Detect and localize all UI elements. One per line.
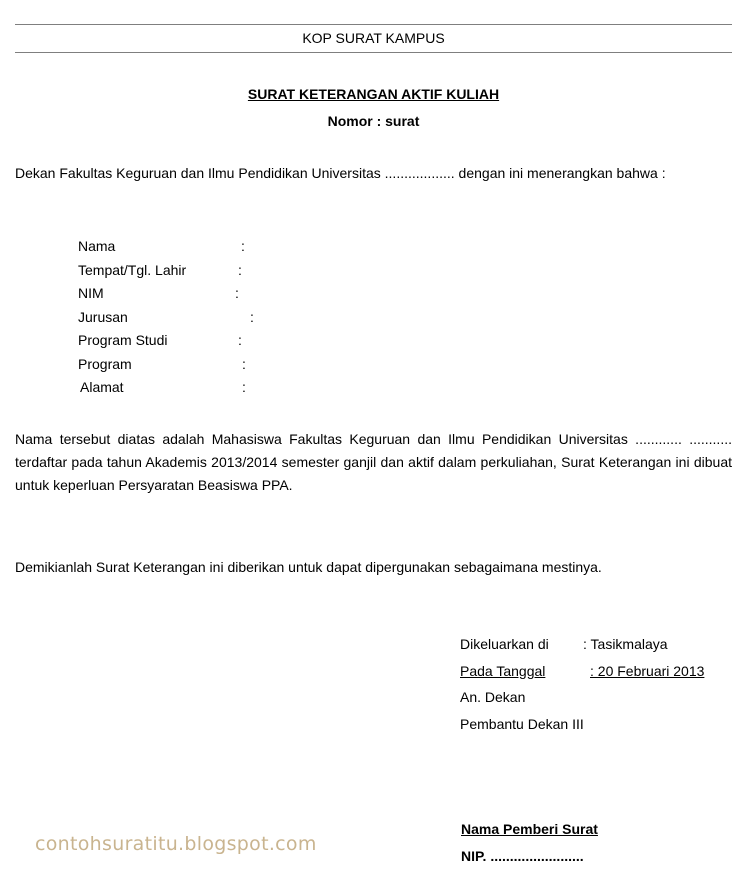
signer-name: Nama Pemberi Surat [461,821,598,837]
intro-paragraph: Dekan Fakultas Keguruan dan Ilmu Pendidikan Universitas .................. dengan ini menerangkan bahwa : [15,165,666,181]
field-label-nama: Nama [78,238,116,254]
field-colon: : [241,238,245,254]
signer-nip: NIP. ........................ [461,848,584,864]
body-paragraph: Nama tersebut diatas adalah Mahasiswa Fakultas Keguruan dan Ilmu Pendidikan Universitas ............ ........... terdaftar pada tahun Akademis 2013/2014 semester ganjil dan aktif dalam perkuliahan, Surat Keterangan ini dibuat untuk keperluan Persyaratan Beasiswa PPA. [15,431,732,493]
document-number: Nomor : surat [327,113,420,129]
field-label-jurusan: Jurusan [78,309,128,325]
signer-position: Pembantu Dekan III [460,716,584,732]
document-title: SURAT KETERANGAN AKTIF KULIAH [247,86,500,102]
field-colon: : [235,285,239,301]
on-behalf-label: An. Dekan [460,689,526,705]
field-colon: : [242,379,246,395]
field-colon: : [250,309,254,325]
field-label-nim: NIM [78,285,104,301]
field-colon: : [238,262,242,278]
field-label-program: Program [78,356,132,372]
field-colon: : [242,356,246,372]
issued-place-label: Dikeluarkan di [460,636,549,652]
field-colon: : [238,332,242,348]
field-label-alamat: Alamat [80,379,124,395]
header-top-rule [15,24,732,25]
field-label-program-studi: Program Studi [78,332,168,348]
letterhead-title: KOP SURAT KAMPUS [302,30,445,46]
closing-paragraph: Demikianlah Surat Keterangan ini diberikan untuk dapat dipergunakan sebagaimana mestinya. [15,559,602,575]
issue-date-label: Pada Tanggal [460,663,546,679]
watermark: contohsuratitu.blogspot.com [35,833,317,855]
issued-place-value: : Tasikmalaya [583,636,668,652]
header-bottom-rule [15,52,732,53]
field-label-tempat-tgl-lahir: Tempat/Tgl. Lahir [78,262,187,278]
issue-date-value: : 20 Februari 2013 [590,663,705,679]
